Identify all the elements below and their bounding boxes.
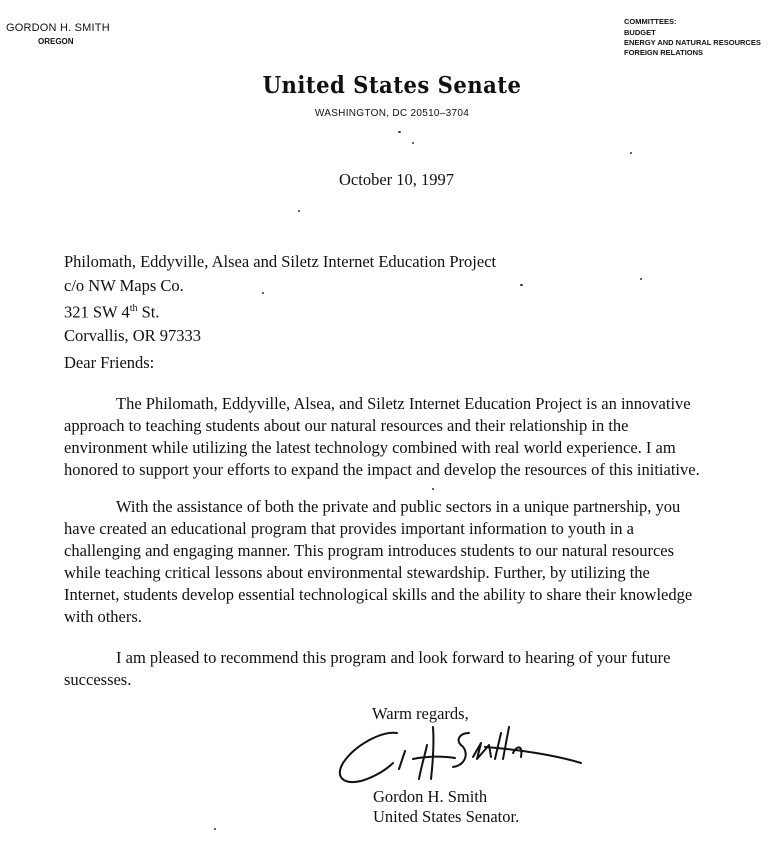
- paragraph-line: Internet, students develop essential technological skills and the ability to share their knowledge: [64, 585, 693, 604]
- paragraph-line: approach to teaching students about our natural resources and their relationship in the: [64, 416, 629, 435]
- recipient-line: [64, 297, 496, 324]
- street-number: 321 SW 4: [64, 302, 130, 322]
- paragraph-line: have created an educational program that provides important information to youth in a: [64, 519, 634, 538]
- recipient-line: Corvallis, OR 97333: [64, 326, 202, 345]
- scan-speck: [262, 292, 264, 294]
- closing: Warm regards,: [372, 704, 469, 723]
- letterhead-address: WASHINGTON, DC 20510–3704: [314, 108, 470, 119]
- paragraph-line: successes.: [64, 670, 132, 689]
- body-paragraph: [64, 496, 744, 628]
- scan-speck: [412, 142, 414, 144]
- body-paragraph: [64, 393, 744, 481]
- recipient-address: [64, 250, 496, 348]
- scan-speck: [214, 828, 216, 830]
- committee-item: ENERGY AND NATURAL RESOURCES: [624, 38, 761, 47]
- scan-speck: [640, 278, 642, 280]
- committees-block: [624, 17, 761, 58]
- paragraph-line: With the assistance of both the private and public sectors in a unique partnership, you: [116, 497, 681, 516]
- signer-name: Gordon H. Smith: [373, 787, 488, 806]
- recipient-line: Philomath, Eddyville, Alsea and Siletz Internet Education Project: [64, 252, 497, 271]
- committees-heading: COMMITTEES:: [624, 17, 677, 26]
- scan-speck: [398, 131, 401, 133]
- paragraph-line: while teaching critical lessons about environmental stewardship. Further, by utilizing the: [64, 563, 650, 582]
- scan-speck: [432, 488, 434, 490]
- scan-speck: [520, 284, 523, 286]
- body-paragraph: [64, 647, 744, 691]
- street-name: St.: [137, 302, 160, 322]
- paragraph-line: I am pleased to recommend this program and look forward to hearing of your future: [116, 648, 671, 667]
- sender-state: OREGON: [38, 37, 74, 46]
- recipient-line: c/o NW Maps Co.: [64, 275, 184, 295]
- committee-item: BUDGET: [624, 28, 656, 37]
- paragraph-line: challenging and engaging manner. This program introduces students to our natural resources: [64, 541, 675, 560]
- letter-date: October 10, 1997: [339, 170, 455, 189]
- signer-title: United States Senator.: [373, 807, 520, 826]
- ordinal-suffix: th: [129, 303, 138, 314]
- paragraph-line: environment while utilizing the latest technology combined with real world experience. I am: [64, 438, 676, 457]
- paragraph-line: honored to support your efforts to expand the impact and develop the resources of this initiative.: [64, 460, 700, 479]
- letterhead-title: United States Senate: [262, 72, 522, 99]
- committee-item: FOREIGN RELATIONS: [624, 48, 704, 57]
- salutation: Dear Friends:: [64, 353, 155, 372]
- scan-speck: [298, 210, 300, 212]
- scan-speck: [630, 152, 632, 154]
- sender-name: GORDON H. SMITH: [6, 22, 110, 34]
- paragraph-line: The Philomath, Eddyville, Alsea, and Siletz Internet Education Project is an innovative: [116, 394, 691, 413]
- paragraph-line: with others.: [64, 607, 142, 626]
